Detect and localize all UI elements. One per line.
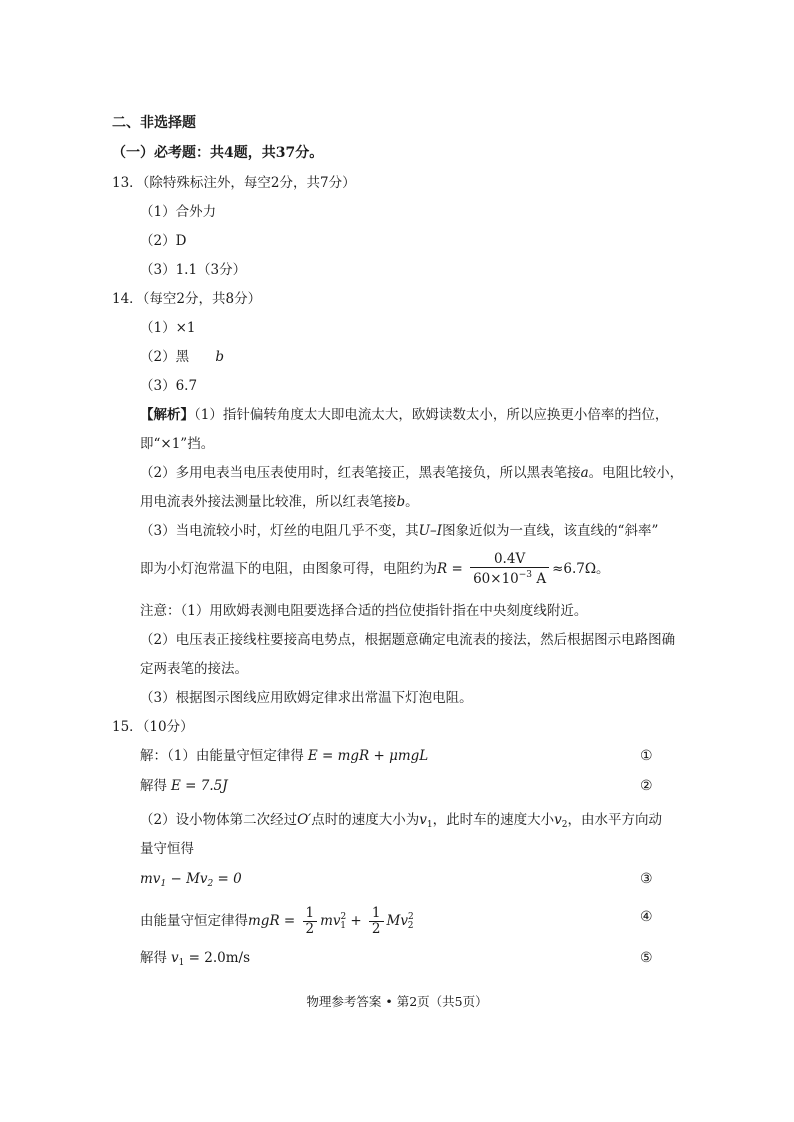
step-1-eq: E = mgR + μmgL <box>307 748 429 764</box>
q14-note-1: 注意：（1）用欧姆表测电阻要选择合适的挡位使指针指在中央刻度线附近。 <box>140 603 588 619</box>
q15-step-2 <box>140 777 228 795</box>
q15-mark-5: ⑤ <box>640 950 653 966</box>
q14-analysis-line-3 <box>140 464 683 482</box>
step-5-text: 由能量守恒定律得 <box>140 913 248 929</box>
q15-header: 15．（10分） <box>112 719 194 735</box>
step-5-t2: Mv <box>386 913 408 929</box>
fraction-denominator <box>470 568 549 587</box>
q14-note-2b: 定两表笔的接法。 <box>140 661 248 677</box>
analysis-2a-pre: （2）多用电表当电压表使用时，红表笔接正，黑表笔接负，所以黑表笔接 <box>140 465 581 481</box>
q14-answer-2 <box>140 348 224 366</box>
q14-analysis-line-2: 即“×1”挡。 <box>140 436 215 452</box>
q15-step-5: 由能量守恒定律得mgR = $\frac{1}{2}$ $mv^2_1$ + $\frac{1}{2}$ $Mv^2_2$ <box>140 905 414 937</box>
q13-header: 13．（除特殊标注外，每空2分，共7分） <box>112 175 356 191</box>
q14-analysis-line-6: 即为小灯泡常温下的电阻，由图象可得，电阻约为R = $\frac{0.4V}{60\times 10^{-3} A}$ ≈6.7Ω。 <box>140 551 610 587</box>
resistance-fraction <box>470 552 549 587</box>
half-fraction-1 <box>303 906 318 937</box>
q14-analysis-line-1 <box>140 406 668 424</box>
step-3a-v1: v <box>419 812 427 828</box>
q15-step-3b: 量守恒得 <box>140 841 194 857</box>
fraction-den-unit: A <box>536 571 547 587</box>
q13-answer-1: （1）合外力 <box>140 204 217 220</box>
analysis-3a-var: U–I <box>418 523 443 539</box>
q14-note-2a: （2）电压表正接线柱要接高电势点，根据题意确定电流表的接法，然后根据图示电路图确 <box>140 632 676 648</box>
page-footer: 物理参考答案 • 第2页（共5页） <box>306 994 488 1009</box>
analysis-2a-post: 。电阻比较小， <box>588 465 684 481</box>
step-3a-point: O′ <box>297 812 312 828</box>
analysis-2b-var: b <box>396 494 406 510</box>
analysis-2a-var: a <box>580 465 589 481</box>
step-2-eq: E = 7.5J <box>171 778 228 794</box>
q14-answer-1: （1）×1 <box>140 320 196 336</box>
half-2-num: 1 <box>369 906 384 922</box>
q14-answer-2-text: （2）黑 <box>140 349 190 365</box>
analysis-3b-R: R <box>437 561 448 577</box>
step-3a-mid2: ，此时车的速度大小 <box>432 812 555 828</box>
half-1-den: 2 <box>305 921 315 937</box>
q14-header: 14．（每空2分，共8分） <box>112 291 262 307</box>
fraction-den-base: 60×10 <box>473 571 519 587</box>
analysis-label: 【解析】 <box>140 407 194 423</box>
step-1-text: 解：（1）由能量守恒定律得 <box>140 748 304 764</box>
q14-analysis-line-4 <box>140 493 419 511</box>
step-3a-v2: v <box>554 812 562 828</box>
step-3a-pre: （2）设小物体第二次经过 <box>140 812 298 828</box>
step-5-plus: + <box>350 913 362 929</box>
step-5-lhs: mgR = <box>248 913 296 929</box>
q13-answer-3: （3）1.1（3分） <box>140 262 247 278</box>
fraction-den-exp: −3 <box>518 570 533 580</box>
analysis-3b-post: ≈6.7Ω。 <box>552 561 610 577</box>
step-3a-mid: 点时的速度大小为 <box>311 812 420 828</box>
analysis-3a-pre: （3）当电流较小时，灯丝的电阻几乎不变，其 <box>140 523 419 539</box>
step-6-var: v <box>171 950 179 966</box>
half-fraction-2 <box>369 906 384 937</box>
q15-step-3a: （2）设小物体第二次经过O′点时的速度大小为$v_1$，此时车的速度大小$v_2$，由水平方向动 <box>140 812 662 830</box>
q15-step-6: 解得 $v_1 = 2.0m/s$ <box>140 950 251 968</box>
q15-mark-1: ① <box>640 748 653 764</box>
step-4-b: − Mv <box>166 871 208 887</box>
section-title: 二、非选择题 <box>112 115 196 131</box>
q15-mark-4: ④ <box>640 909 653 925</box>
q13-answer-2: （2）D <box>140 233 187 249</box>
step-2-text: 解得 <box>140 778 167 794</box>
half-1-num: 1 <box>303 906 318 922</box>
q15-mark-3: ③ <box>640 871 653 887</box>
analysis-2b-post: 。 <box>405 494 419 510</box>
step-6-val: = 2.0m/s <box>184 950 251 966</box>
q15-step-1 <box>140 747 428 765</box>
analysis-3b-pre: 即为小灯泡常温下的电阻，由图象可得，电阻约为 <box>140 561 437 577</box>
step-6-text: 解得 <box>140 950 167 966</box>
half-2-den: 2 <box>371 921 381 937</box>
q15-mark-2: ② <box>640 778 653 794</box>
q15-step-4: $mv_1 - Mv_2 = 0$ <box>140 871 242 889</box>
fraction-numerator: 0.4V <box>470 552 549 568</box>
analysis-2b-pre: 用电流表外接法测量比较准，所以红表笔接 <box>140 494 397 510</box>
step-3a-post: ，由水平方向动 <box>567 812 662 828</box>
analysis-1a: （1）指针偏转角度太大即电流太大，欧姆读数太小，所以应换更小倍率的挡位， <box>194 407 669 423</box>
step-4-a: mv <box>140 871 161 887</box>
q14-analysis-line-5 <box>140 522 658 540</box>
subsection-title: （一）必考题：共4题，共37分。 <box>112 145 324 161</box>
q14-note-3: （3）根据图示图线应用欧姆定律求出常温下灯泡电阻。 <box>140 690 473 706</box>
step-5-t1: mv <box>320 913 341 929</box>
analysis-3a-post: 图象近似为一直线，该直线的“斜率” <box>442 523 659 539</box>
q14-answer-2-var: b <box>215 349 225 365</box>
step-4-c: = 0 <box>213 871 242 887</box>
q14-answer-3: （3）6.7 <box>140 378 198 394</box>
